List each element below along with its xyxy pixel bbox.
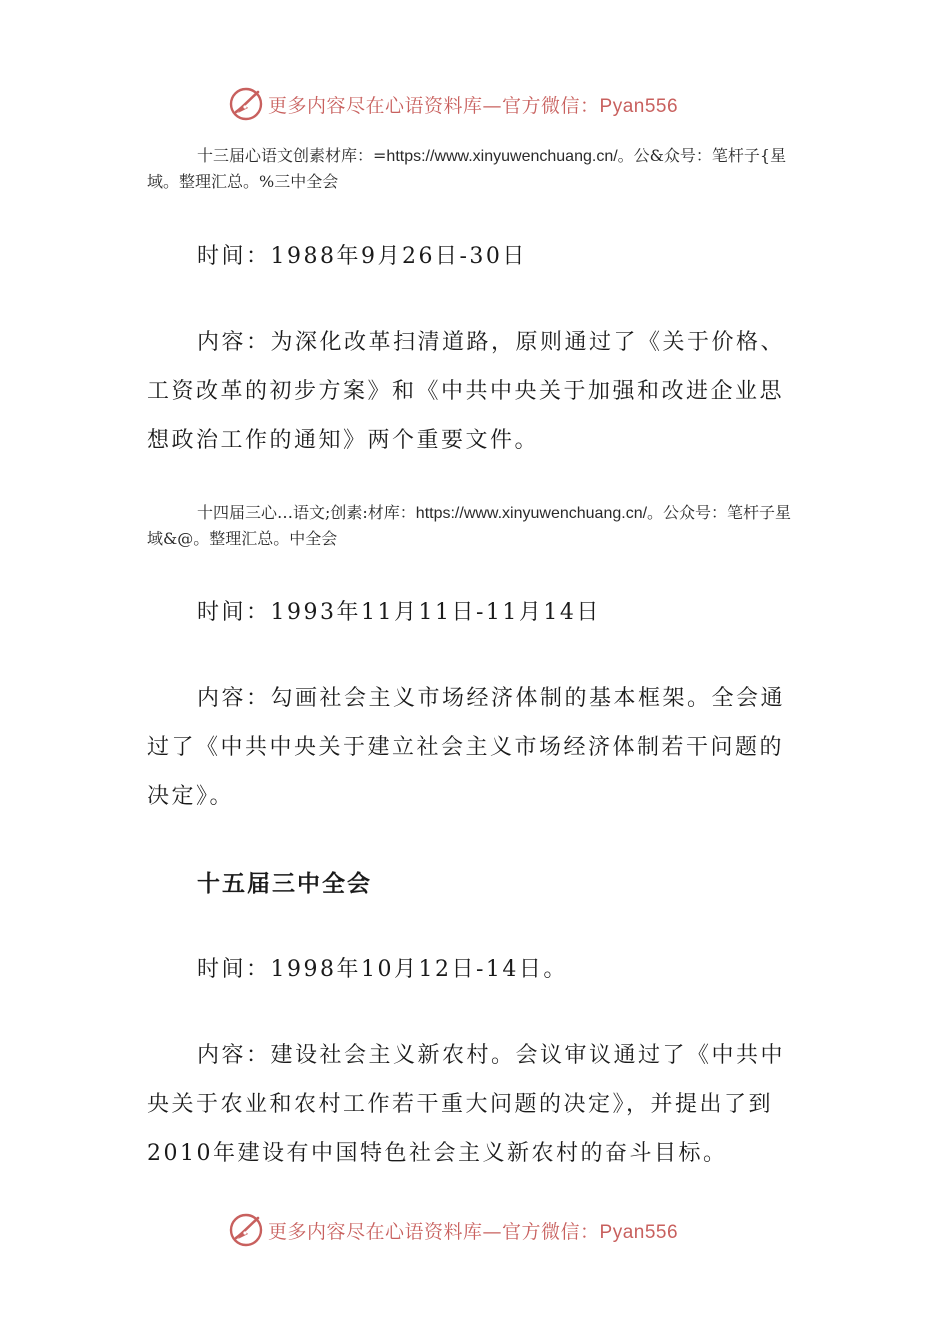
session-15-content: 内容：建设社会主义新农村。会议审议通过了《中共中央关于农业和农村工作若干重大问题的决定》，并提出了到2010年建设有中国特色社会主义新农村的奋斗目标。	[147, 1043, 786, 1166]
pen-nib-logo-icon	[228, 1212, 264, 1248]
banner-label: 更多内容尽在心语资料库—官方微信：	[268, 94, 600, 117]
header-banner	[228, 84, 748, 124]
pen-nib-logo-icon	[228, 86, 264, 122]
note-14-suffix: 。公众号：笔杆子星域&@。整理汇总。中全会	[147, 503, 792, 548]
session-14-time: 时间：1993年11月11日-11月14日	[197, 600, 601, 625]
session-13-content: 内容：为深化改革扫清道路，原则通过了《关于价格、工资改革的初步方案》和《中共中央关于加强和改进企业思想政治工作的通知》两个重要文件。	[147, 330, 786, 453]
session-14-content: 内容：勾画社会主义市场经济体制的基本框架。全会通过了《中共中央关于建立社会主义市场经济体制若干问题的决定》。	[147, 686, 786, 809]
note-14-prefix: 十四届三心…语文;创素:材库：	[197, 503, 416, 522]
wechat-id: Pyan556	[599, 95, 679, 117]
wechat-id: Pyan556	[599, 1221, 679, 1243]
note-13-url: https://www.xinyuwenchuang.cn/	[386, 148, 618, 165]
session-15-heading: 十五届三中全会	[197, 871, 372, 897]
footer-banner	[228, 1210, 748, 1250]
session-15-time: 时间：1998年10月12日-14日。	[197, 957, 568, 982]
note-13-suffix: 。公&众号：笔杆子{星域。整理汇总。%三中全会	[147, 146, 787, 191]
note-14-url: https://www.xinyuwenchuang.cn/	[415, 505, 648, 522]
watermark-note-14	[147, 500, 797, 551]
watermark-note-13	[147, 143, 797, 194]
session-13-time: 时间：1988年9月26日-30日	[197, 244, 527, 269]
banner-label: 更多内容尽在心语资料库—官方微信：	[268, 1220, 600, 1243]
banner-text	[268, 1217, 678, 1244]
note-13-prefix: 十三届心语文创素材库：=	[197, 146, 387, 165]
banner-text	[268, 91, 678, 118]
